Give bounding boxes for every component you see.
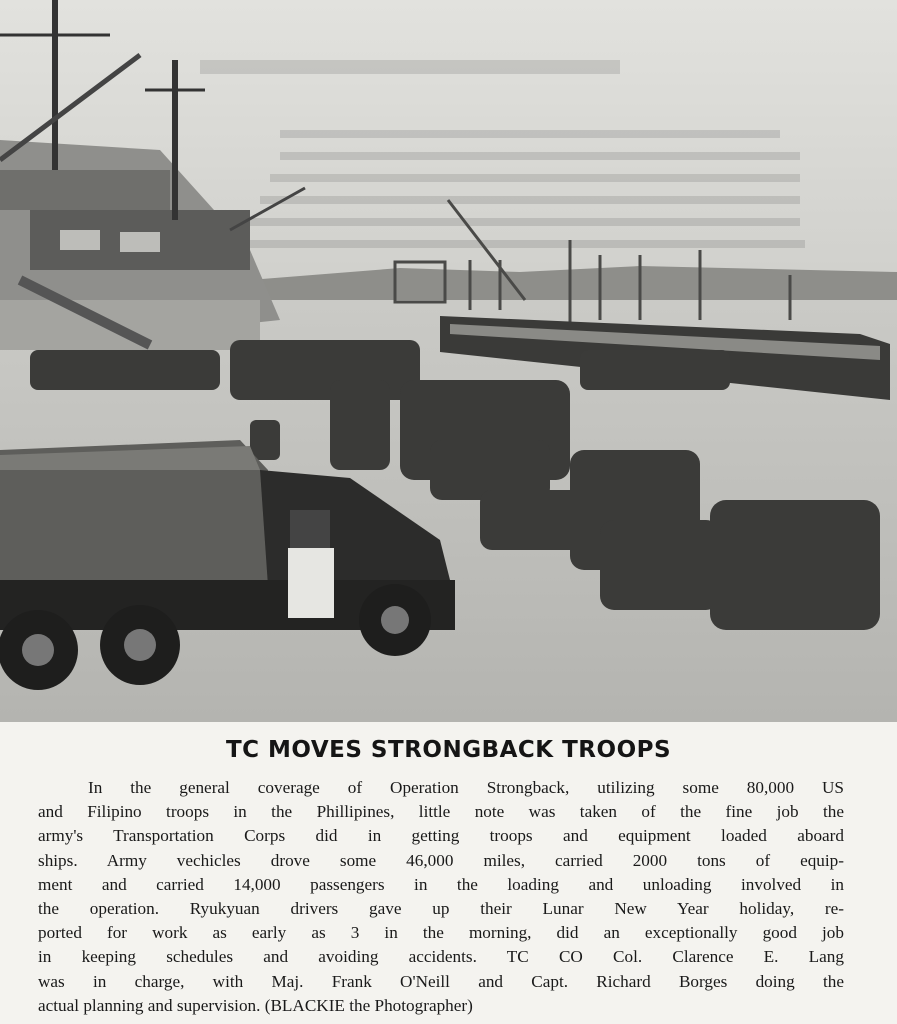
article-line: and Filipino troops in the Phillipines, little note was taken of the fine job the: [38, 802, 844, 822]
article-line: In the general coverage of Operation Strongback, utilizing some 80,000 US: [88, 778, 844, 797]
article-line: ported for work as early as 3 in the morning, did an exceptionally good job: [38, 923, 844, 943]
article-line: the operation. Ryukyuan drivers gave up their Lunar New Year holiday, re-: [38, 899, 844, 919]
article-line: ment and carried 14,000 passengers in the loading and unloading involved in: [38, 874, 844, 894]
article-headline: TC MOVES STRONGBACK TROOPS: [225, 737, 672, 763]
article-line: army's Transportation Corps did in getting troops and equipment loaded aboard: [38, 826, 844, 846]
article-line: in keeping schedules and avoiding accidents. TC CO Col. Clarence E. Lang: [38, 947, 844, 967]
article-line: ships. Army vechicles drove some 46,000 miles, carried 2000 tons of equip-: [38, 850, 844, 870]
article-line: actual planning and supervision. (BLACKIE the Photographer): [38, 995, 473, 1015]
article-line: was in charge, with Maj. Frank O'Neill and Capt. Richard Borges doing the: [38, 971, 844, 991]
article-body: [38, 776, 844, 1018]
